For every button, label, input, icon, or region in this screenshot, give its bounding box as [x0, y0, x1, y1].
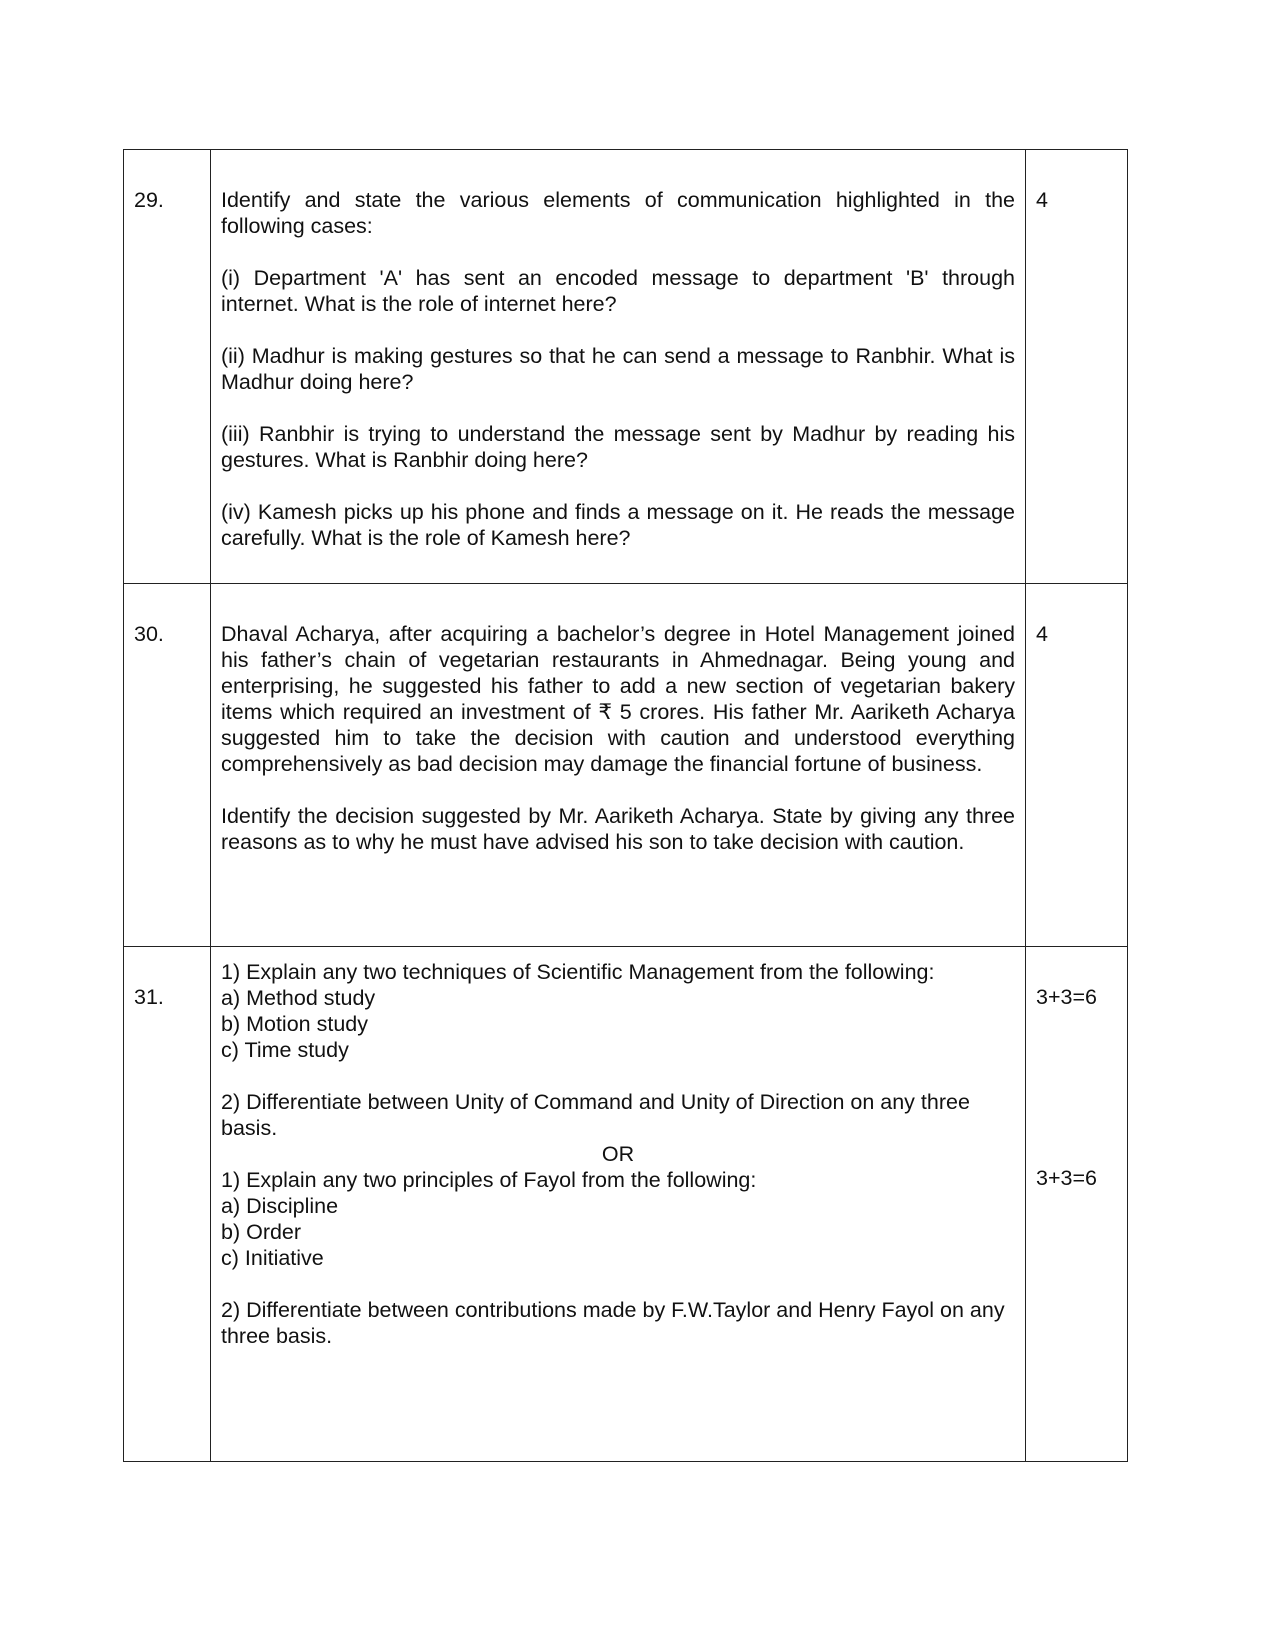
marks-first: 3+3=6: [1036, 985, 1097, 1009]
case-paragraph: Dhaval Acharya, after acquiring a bachelor’s degree in Hotel Management joined his father’s chain of vegetarian restaurants in Ahmednagar. Being young and enterprising, he suggested his father to add a new section of vegetarian bakery items which required an investment of ₹ 5 crores. His father Mr. Aariketh Acharya suggested him to take the decision with caution and understood everything comprehensively as bad decision may damage the financial fortune of business.: [221, 622, 1015, 776]
question-marks: 4: [1026, 150, 1128, 584]
question-marks-cell: [1026, 947, 1128, 1462]
option-item: b) Order: [221, 1220, 302, 1244]
question-marks: 4: [1026, 584, 1128, 947]
question-number: 29.: [124, 150, 211, 584]
question-sheet: [123, 149, 1127, 1462]
question-part: (ii) Madhur is making gestures so that he can send a message to Ranbhir. What is Madhur doing here?: [221, 344, 1015, 394]
question-body: [211, 947, 1026, 1462]
question-intro: Identify and state the various elements of communication highlighted in the following cases:: [221, 188, 1015, 238]
question-row-29: [124, 150, 1128, 584]
option-item: c) Time study: [221, 1038, 349, 1062]
sub-question: 1) Explain any two techniques of Scientific Management from the following:: [221, 960, 935, 984]
question-row-31: [124, 947, 1128, 1462]
case-question: Identify the decision suggested by Mr. Aariketh Acharya. State by giving any three reasons as to why he must have advised his son to take decision with caution.: [221, 804, 1015, 854]
sub-question: 2) Differentiate between Unity of Command and Unity of Direction on any three basis.: [221, 1090, 970, 1140]
option-item: b) Motion study: [221, 1012, 368, 1036]
option-item: a) Discipline: [221, 1194, 339, 1218]
question-part: (iv) Kamesh picks up his phone and finds a message on it. He reads the message carefully. What is the role of Kamesh here?: [221, 500, 1015, 550]
option-item: a) Method study: [221, 986, 376, 1010]
sub-question: 1) Explain any two principles of Fayol from the following:: [221, 1168, 757, 1192]
question-row-30: [124, 584, 1128, 947]
question-body: [211, 150, 1026, 584]
question-number: 31.: [124, 947, 211, 1462]
questions-table: [123, 149, 1128, 1462]
question-body: [211, 584, 1026, 947]
option-item: c) Initiative: [221, 1246, 324, 1270]
or-separator: OR: [601, 1142, 635, 1166]
question-number: 30.: [124, 584, 211, 947]
question-part: (iii) Ranbhir is trying to understand the message sent by Madhur by reading his gestures. What is Ranbhir doing here?: [221, 422, 1015, 472]
sub-question: 2) Differentiate between contributions made by F.W.Taylor and Henry Fayol on any three basis.: [221, 1298, 1005, 1348]
marks-second: 3+3=6: [1036, 1166, 1097, 1190]
question-part: (i) Department 'A' has sent an encoded message to department 'B' through internet. What is the role of internet here?: [221, 266, 1015, 316]
